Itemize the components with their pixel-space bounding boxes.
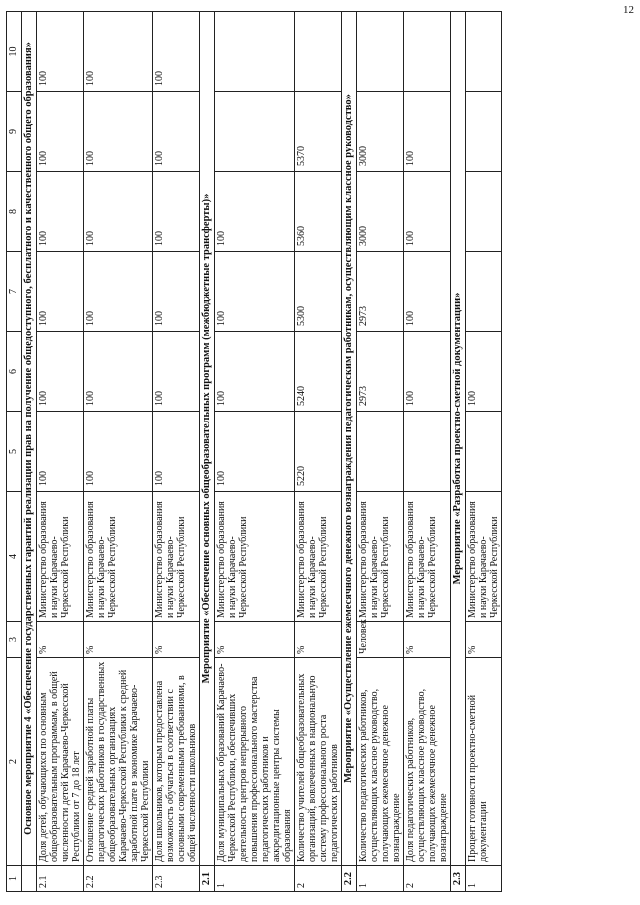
executor-cell: Министерство образования и науки Карачаево-Черкесской Республики: [37, 492, 84, 622]
value-cell: 5300: [295, 252, 342, 332]
column-number-row: [7, 12, 22, 892]
value-cell: [404, 12, 451, 92]
table-row: [466, 12, 502, 892]
value-cell: 100: [84, 252, 153, 332]
row-number: 1: [466, 866, 502, 892]
executor-cell: Министерство образования и науки Карачаево-Черкесской Республики: [153, 492, 200, 622]
value-cell: 5240: [295, 332, 342, 412]
value-cell: 100: [84, 332, 153, 412]
table-row: [215, 12, 295, 892]
section-number-cell: [22, 866, 37, 892]
column-header: 10: [7, 12, 22, 92]
section-title: Мероприятие «Осуществление ежемесячного денежного вознаграждения педагогическим работникам, осуществляющим классное руководство»: [342, 12, 357, 866]
value-cell: 100: [37, 332, 84, 412]
executor-cell: Министерство образования и науки Карачаево-Черкесской Республики: [84, 492, 153, 622]
value-cell: 100: [84, 172, 153, 252]
value-cell: 5370: [295, 92, 342, 172]
value-cell: 100: [84, 12, 153, 92]
value-cell: 100: [153, 172, 200, 252]
value-cell: [295, 12, 342, 92]
value-cell: 100: [37, 172, 84, 252]
column-header: 9: [7, 92, 22, 172]
indicator-name: Доля педагогических работников, осуществляющих классное руководство, получающих ежемесячное денежное вознаграждение: [404, 658, 451, 866]
value-cell: 2973: [357, 252, 404, 332]
section-heading-row: [22, 12, 37, 892]
indicator-name: Количество учителей общеобразовательных организаций, вовлеченных в национальную систему профессионального роста педагогических работников: [295, 658, 342, 866]
executor-cell: Министерство образования и науки Карачаево-Черкесской Республики: [404, 492, 451, 622]
indicator-name: Доля муниципальных образований Карачаево-Черкесской Республики, обеспечивших деятельность центров непрерывного повышения профессионального мастерства педагогических работников и аккредитационные центры системы образования: [215, 658, 295, 866]
indicator-name: Количество педагогических работников, осуществляющих классное руководство, получающих ежемесячное денежное вознаграждение: [357, 658, 404, 866]
row-number: 2.3: [153, 866, 200, 892]
indicator-name: Доля школьников, которым предоставлена возможность обучаться в соответствии с основными современными требованиями, в общей численности школьников: [153, 658, 200, 866]
value-cell: 100: [37, 412, 84, 492]
value-cell: 100: [404, 332, 451, 412]
value-cell: [404, 412, 451, 492]
section-heading-row: [451, 12, 466, 892]
section-title: Мероприятие «Обеспечение основных общеобразовательных программ (межбюджетные трансферты)»: [200, 12, 215, 866]
unit-cell: %: [153, 622, 200, 658]
table-row: [84, 12, 153, 892]
value-cell: 100: [153, 332, 200, 412]
value-cell: 3000: [357, 172, 404, 252]
unit-cell: %: [295, 622, 342, 658]
section-title: Мероприятие «Разработка проектно-сметной документации»: [451, 12, 466, 866]
section-number-cell: 2.3: [451, 866, 466, 892]
column-header: 6: [7, 332, 22, 412]
section-heading-row: [200, 12, 215, 892]
row-number: 2: [404, 866, 451, 892]
row-number: 2.1: [37, 866, 84, 892]
value-cell: 100: [466, 332, 502, 412]
unit-cell: %: [466, 622, 502, 658]
value-cell: 2973: [357, 332, 404, 412]
value-cell: [466, 92, 502, 172]
section-number-cell: 2.1: [200, 866, 215, 892]
column-header: 4: [7, 492, 22, 622]
value-cell: 100: [84, 412, 153, 492]
value-cell: [357, 412, 404, 492]
executor-cell: Министерство образования и науки Карачаево-Черкесской Республики: [295, 492, 342, 622]
value-cell: 3000: [357, 92, 404, 172]
table-row: [37, 12, 84, 892]
value-cell: 100: [215, 412, 295, 492]
value-cell: 100: [215, 332, 295, 412]
table-row: [153, 12, 200, 892]
page-number: 12: [623, 4, 634, 16]
row-number: 1: [357, 866, 404, 892]
value-cell: 100: [215, 252, 295, 332]
value-cell: [466, 412, 502, 492]
column-header: 8: [7, 172, 22, 252]
value-cell: 100: [404, 92, 451, 172]
value-cell: [215, 12, 295, 92]
value-cell: 100: [153, 92, 200, 172]
table-row: [295, 12, 342, 892]
indicator-name: Процент готовности проектно-сметной документации: [466, 658, 502, 866]
value-cell: 100: [404, 252, 451, 332]
value-cell: 100: [37, 92, 84, 172]
value-cell: 5220: [295, 412, 342, 492]
value-cell: 100: [37, 12, 84, 92]
value-cell: 100: [404, 172, 451, 252]
row-number: 2.2: [84, 866, 153, 892]
table-row: [357, 12, 404, 892]
value-cell: 100: [37, 252, 84, 332]
executor-cell: Министерство образования и науки Карачаево-Черкесской Республики: [357, 492, 404, 622]
row-number: 1: [215, 866, 295, 892]
section-number-cell: 2.2: [342, 866, 357, 892]
unit-cell: %: [215, 622, 295, 658]
column-header: 3: [7, 622, 22, 658]
value-cell: [466, 252, 502, 332]
row-number: 2: [295, 866, 342, 892]
value-cell: [466, 172, 502, 252]
value-cell: [466, 12, 502, 92]
table-row: [404, 12, 451, 892]
indicator-name: Отношение средней заработной платы педагогических работников в государственных общеобразовательных организациях Карачаево-Черкесской Республики к средней заработной плате в экономике Карачаево-Черкесской Республики: [84, 658, 153, 866]
executor-cell: Министерство образования и науки Карачаево-Черкесской Республики: [215, 492, 295, 622]
executor-cell: Министерство образования и науки Карачаево-Черкесской Республики: [466, 492, 502, 622]
unit-cell: %: [84, 622, 153, 658]
value-cell: 100: [215, 172, 295, 252]
value-cell: 5360: [295, 172, 342, 252]
value-cell: [215, 92, 295, 172]
value-cell: 100: [84, 92, 153, 172]
unit-cell: %: [404, 622, 451, 658]
section-heading-row: [342, 12, 357, 892]
indicator-table: [6, 11, 502, 892]
value-cell: 100: [153, 12, 200, 92]
unit-cell: %: [37, 622, 84, 658]
value-cell: [357, 12, 404, 92]
indicator-table-container: [6, 12, 634, 892]
value-cell: 100: [153, 412, 200, 492]
unit-cell: Человек: [357, 622, 404, 658]
column-header: 1: [7, 866, 22, 892]
indicator-name: Доля детей, обучающихся по основным общеобразовательным программам, в общей численности детей Карачаево-Черкесской Республики от 7 до 18 лет: [37, 658, 84, 866]
column-header: 2: [7, 658, 22, 866]
value-cell: 100: [153, 252, 200, 332]
section-title: Основное мероприятие 4 «Обеспечение государственных гарантий реализации прав на получение общедоступного, бесплатного и качественного общего образования»: [22, 12, 37, 866]
column-header: 7: [7, 252, 22, 332]
column-header: 5: [7, 412, 22, 492]
